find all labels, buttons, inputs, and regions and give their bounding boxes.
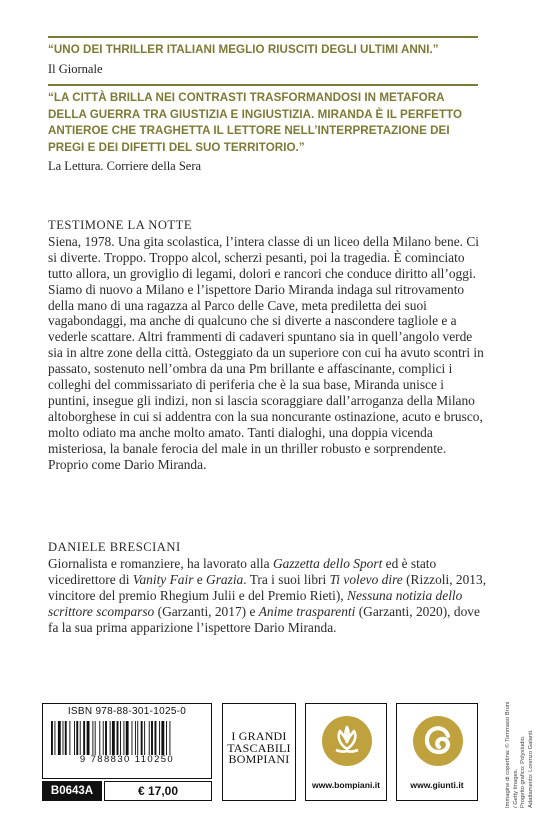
publisher-bompiani [305, 703, 387, 801]
isbn-label: ISBN 978-88-301-1025-0 [67, 706, 187, 717]
review-quote-2 [48, 84, 478, 175]
series-logo [222, 703, 296, 801]
price: € 17,00 [104, 781, 212, 801]
publisher-giunti [396, 703, 478, 801]
bio-text: (Garzanti, 2017) e [154, 603, 259, 619]
synopsis-text: Siena, 1978. Una gita scolastica, l’intera classe di un liceo della Milano bene. Ci si diverte. Troppo. Troppo alcol, scherzi pesanti, poi la tragedia. È cominciato tutto allora, un groviglio di legami, dolori e rancori che conduce diritto all’oggi. Siamo di nuovo a Milano e l’ispettore Dario Miranda indaga sul ritrovamento della mano di una ragazza al Parco delle Cave, meta prediletta dei suoi vagabondaggi, ma anche di qualcuno che si diverte a nascondere tagliole e a vederle scattare. Altri frammenti di cadaveri spuntano sia in quell’angolo verde sia in altre zone della città. Osteggiato da un superiore con cui ha avuto scontri in passato, sostenuto nell’ombra da una Pm brillante e affascinante, complici i colleghi del commissariato di periferia che è la sua base, Miranda unisce i puntini, insegue gli indizi, non si lascia scoraggiare dall’arroganza della Milano altoborghese in cui si addentra con la sua noncurante ostinazione, acuto e brusco, molto odiato ma anche molto amato. Tanti dialoghi, una doppia vicenda misteriosa, la banale ferocia del male in un thriller robusto e sorprendente. Proprio come Dario Miranda. [48, 233, 484, 472]
author-section [48, 540, 488, 635]
giunti-swirl-icon [413, 716, 463, 766]
series-line: TASCABILI [227, 740, 291, 755]
image-credits [505, 700, 534, 808]
bio-work-title: Anime trasparenti [258, 603, 356, 619]
series-line: I GRANDI [231, 729, 287, 743]
synopsis-section [48, 218, 488, 473]
quote-source: La Lettura. Corriere della Sera [48, 159, 202, 173]
author-bio [48, 556, 488, 636]
quote-source: Il Giornale [48, 61, 103, 76]
bio-work-title: Ti volevo dire [329, 571, 403, 587]
product-code: B0643A [42, 781, 102, 801]
bio-text: ed è stato vicedirettore di [48, 555, 437, 587]
bio-work-title: Gazzetta dello Sport [272, 555, 383, 571]
quote-text: “UNO DEI THRILLER ITALIANI MEGLIO RIUSCITI DEGLI ULTIMI ANNI.” [48, 43, 439, 56]
barcode-icon [49, 721, 207, 755]
bio-work-title: Grazia [206, 571, 244, 587]
quote-text: “LA CITTÀ BRILLA NEI CONTRASTI TRASFORMANDOSI IN METAFORA DELLA GUERRA TRA GIUSTIZIA E INGIUSTIZIA. MIRANDA È IL PERFETTO ANTIEROE CHE TRAGHETTA IL LETTORE NELL’INTERPRETAZIONE DEI PREGI E DEI DIFETTI DEL SUO TERRITORIO.” [48, 91, 463, 154]
bio-text: (Garzanti, 2020), dove fa la sua prima apparizione l’ispettore Dario Miranda. [48, 603, 480, 635]
credit-line: Immagine di copertina: © Tommaso Bruni / Getty Images. [505, 701, 519, 808]
bio-work-title: Vanity Fair [132, 571, 194, 587]
series-name [223, 731, 295, 766]
series-line: BOMPIANI [228, 752, 290, 766]
bio-text: (Rizzoli, 2013, vincitore del premio Rhegium Julii e del Premio Rieti), [48, 571, 487, 603]
book-title: TESTIMONE LA NOTTE [48, 218, 193, 232]
bio-text: Giornalista e romanziere, ha lavorato alla [48, 555, 273, 571]
publisher-url: www.bompiani.it [312, 780, 380, 790]
credits-text [505, 700, 534, 808]
bio-work-title: Nessuna notizia dello scrittore scomparso [48, 587, 463, 619]
bio-text: e [193, 571, 207, 587]
author-name: DANIELE BRESCIANI [48, 540, 181, 554]
bompiani-flower-icon [322, 716, 372, 766]
review-quote-1 [48, 36, 478, 78]
barcode-panel [42, 703, 212, 779]
ean-digits: 9 788830 110250 [79, 754, 175, 765]
credit-line: Progetto grafico: Polystudio. Adattamento: Lorenzo Galanti. [520, 729, 534, 808]
publisher-url: www.giunti.it [410, 780, 464, 790]
bio-text: . Tra i suoi libri [243, 571, 330, 587]
